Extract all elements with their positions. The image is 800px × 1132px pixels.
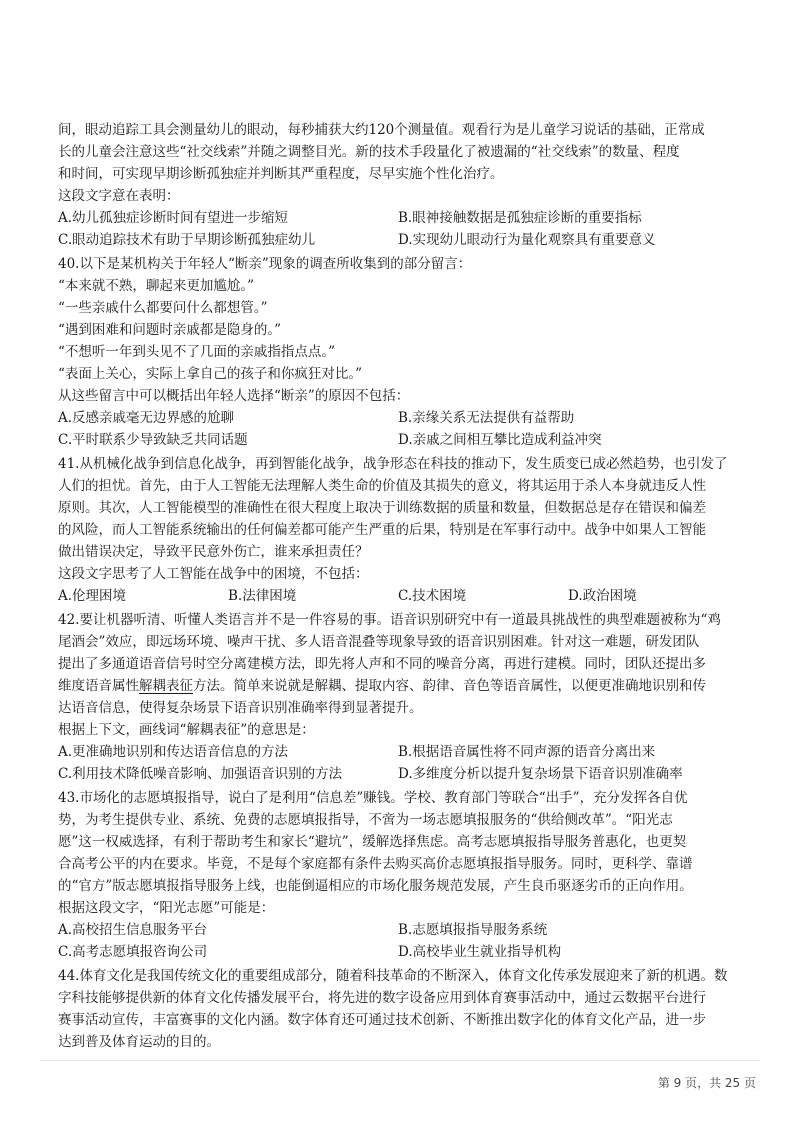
quote-line: “一些亲戚什么都要问什么都想管。” [58, 300, 268, 316]
options [58, 585, 770, 607]
option-c: C.高考志愿填报咨询公司 [58, 944, 208, 960]
option-d: D.政治困境 [568, 588, 637, 604]
question-prompt: 这段文字思考了人工智能在战争中的困境，不包括： [58, 566, 369, 582]
options [58, 407, 770, 451]
option-a: A.高校招生信息服务平台 [58, 922, 208, 938]
passage-line: 的“官方”版志愿填报指导服务上线，也能倒逼相应的市场化服务规范发展，产生良币驱逐劣币的正向作用。 [58, 878, 693, 894]
passage-line: 43.市场化的志愿填报指导，说白了是利用“信息差”赚钱。学校、教育部门等联合“出手”，充分发挥各自优 [58, 790, 688, 806]
option-d: D.多维度分析以提升复杂场景下语音识别准确率 [398, 766, 683, 782]
passage-line: 人们的担忧。首先，由于人工智能无法理解人类生命的价值及其损失的意义，将其运用于杀人本身就违反人性 [58, 478, 706, 494]
option-d: D.亲戚之间相互攀比造成利益冲突 [398, 432, 602, 448]
quote-line: “表面上关心，实际上拿自己的孩子和你疯狂对比。” [58, 366, 363, 382]
option-b: B.根据语音属性将不同声源的语音分离出来 [398, 744, 656, 760]
page-number: 第 9 页，共 25 页 [657, 1076, 756, 1090]
quote-line: “遇到困难和问题时亲戚都是隐身的。” [58, 322, 282, 338]
option-b: B.眼神接触数据是孤独症诊断的重要指标 [398, 210, 642, 226]
passage-line: 42.要让机器听清、听懂人类语言并不是一件容易的事。语音识别研究中有一道最具挑战性的典型难题被称为“鸡 [58, 612, 721, 628]
option-c: C.眼动追踪技术有助于早期诊断孤独症幼儿 [58, 232, 316, 248]
option-c: C.技术困境 [398, 588, 467, 604]
passage-line: 合高考公平的内在要求。毕竟，不是每个家庭都有条件去购买高价志愿填报指导服务。同时，更科学、靠谱 [58, 856, 693, 872]
options [58, 919, 770, 963]
options [58, 207, 770, 251]
passage-line [58, 675, 770, 697]
passage-line: 原则。其次，人工智能模型的准确性在很大程度上取决于训练数据的质量和数量，但数据总是存在错误和偏差 [58, 500, 706, 516]
option-d: D.实现幼儿眼动行为量化观察具有重要意义 [398, 232, 656, 248]
passage-line: 达语音信息，使得复杂场景下语音识别准确率得到显著提升。 [58, 700, 423, 716]
text-span: 维度语音属性 [58, 678, 139, 694]
passage-line: 尾酒会”效应，即远场环境、噪声干扰、多人语音混叠等现象导致的语音识别困难。针对这一难题，研发团队 [58, 634, 700, 650]
passage-line: 间，眼动追踪工具会测量幼儿的眼动，每秒捕获大约120个测量值。观看行为是儿童学习说话的基础，正常成 [58, 122, 705, 138]
passage-line: 赛事活动宣传，丰富赛事的文化内涵。数字体育还可通过技术创新、不断推出数字化的体育文化产品，进一步 [58, 1012, 706, 1028]
question-39-continuation [58, 119, 770, 251]
passage-line: 愿”这一权威选择，有利于帮助考生和家长“避坑”，缓解选择焦虑。高考志愿填报指导服务普惠化，也更契 [58, 834, 687, 850]
passage-line: 和时间，可实现早期诊断孤独症并判断其严重程度，尽早实施个性化治疗。 [58, 166, 504, 182]
question-prompt: 根据这段文字，“阳光志愿”可能是： [58, 900, 275, 916]
option-a: A.幼儿孤独症诊断时间有望进一步缩短 [58, 210, 289, 226]
passage-line: 41.从机械化战争到信息化战争，再到智能化战争，战争形态在科技的推动下，发生质变已成必然趋势，也引发了 [58, 456, 728, 472]
question-head: 40.以下是某机构关于年轻人“断亲”现象的调查所收集到的部分留言： [58, 256, 472, 272]
option-d: D.高校毕业生就业指导机构 [398, 944, 562, 960]
question-40 [58, 253, 770, 451]
passage-line: 44.体育文化是我国传统文化的重要组成部分，随着科技革命的不断深入，体育文化传承发展迎来了新的机遇。数 [58, 968, 728, 984]
footer-divider [40, 1060, 760, 1061]
text-span: 方法。简单来说就是解耦、提取内容、韵律、音色等语音属性，以便更准确地识别和传 [193, 678, 706, 694]
passage-line: 的风险，而人工智能系统输出的任何偏差都可能产生严重的后果，特别是在军事行动中。战争中如果人工智能 [58, 522, 706, 538]
passage-line: 势，为考生提供专业、系统、免费的志愿填报指导，不啻为一场志愿填报服务的“供给侧改革”。“阳光志 [58, 812, 673, 828]
quote-line: “本来就不熟，聊起来更加尴尬。” [58, 278, 255, 294]
option-a: A.反感亲戚毫无边界感的尬聊 [58, 410, 235, 426]
underlined-term: 解耦表征 [139, 678, 193, 694]
question-43 [58, 787, 770, 963]
options [58, 741, 770, 785]
question-prompt: 这段文字意在表明： [58, 188, 180, 204]
option-a: A.伦理困境 [58, 588, 127, 604]
option-b: B.志愿填报指导服务系统 [398, 922, 548, 938]
page-content [58, 118, 770, 1053]
option-c: C.平时联系少导致缺乏共同话题 [58, 432, 248, 448]
passage-line: 字科技能够提供新的体育文化传播发展平台，将先进的数字设备应用到体育赛事活动中，通过云数据平台进行 [58, 990, 706, 1006]
quote-line: “不想听一年到头见不了几面的亲戚指指点点。” [58, 344, 336, 360]
passage-line: 达到普及体育运动的目的。 [58, 1034, 220, 1050]
question-44 [58, 965, 770, 1053]
passage-line: 提出了多通道语音信号时空分离建模方法，即先将人声和不同的噪音分离，再进行建模。同时，团队还提出多 [58, 656, 706, 672]
option-c: C.利用技术降低噪音影响、加强语音识别的方法 [58, 766, 343, 782]
question-prompt: 根据上下文，画线词“解耦表征”的意思是： [58, 722, 315, 738]
question-42 [58, 609, 770, 785]
question-41 [58, 453, 770, 607]
passage-line: 做出错误决定，导致平民意外伤亡，谁来承担责任？ [58, 544, 369, 560]
option-b: B.法律困境 [228, 588, 297, 604]
passage-line: 长的儿童会注意这些“社交线索”并随之调整目光。新的技术手段量化了被遗漏的“社交线索”的数量、程度 [58, 144, 680, 160]
option-a: A.更准确地识别和传达语音信息的方法 [58, 744, 289, 760]
question-prompt: 从这些留言中可以概括出年轻人选择“断亲”的原因不包括： [58, 388, 410, 404]
option-b: B.亲缘关系无法提供有益帮助 [398, 410, 575, 426]
